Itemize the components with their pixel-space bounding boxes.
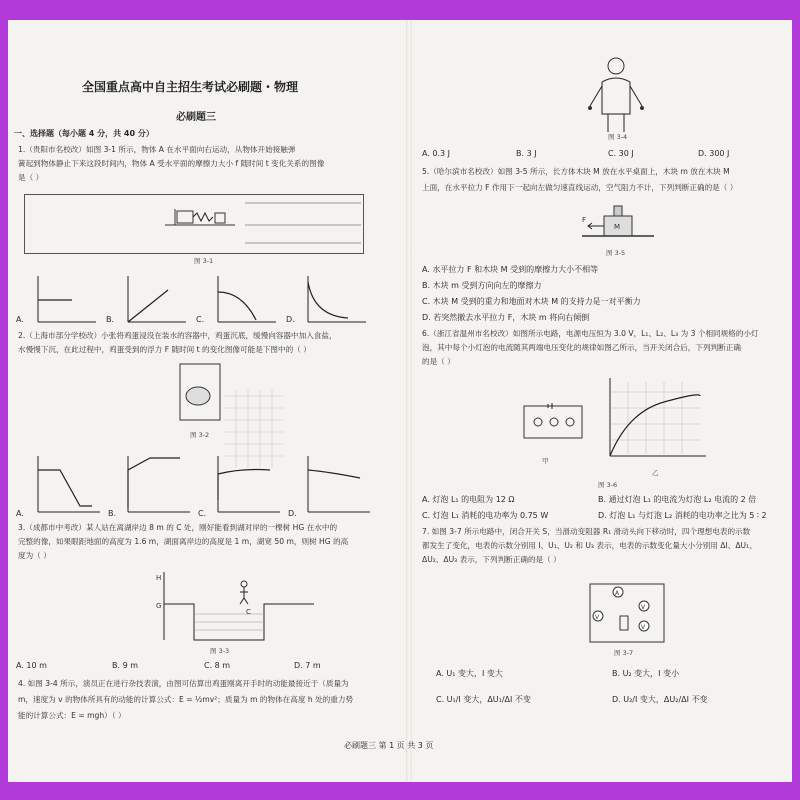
q4-line-2: m，速度为 v 的物体所具有的动能的计算公式：E = ½mv²；质量为 m 的物体在高度 h 处的重力势 bbox=[18, 695, 354, 704]
svg-text:A: A bbox=[615, 590, 620, 597]
section-heading: 一、选择题（每小题 4 分，共 40 分） bbox=[14, 129, 154, 138]
q1-option-d: D. bbox=[286, 315, 295, 324]
figure-3-5-caption: 图 3-5 bbox=[606, 249, 626, 257]
svg-text:V: V bbox=[595, 614, 600, 621]
q1-graph-c bbox=[218, 276, 276, 322]
q5-option-c: C. 木块 M 受到的重力和地面对木块 M 的支持力是一对平衡力 bbox=[422, 297, 641, 306]
q6-line-1: 6.（浙江省温州市名校改）如图所示电路，电源电压恒为 3.0 V，L₁、L₂、L₃ 为 3 个相同规格的小灯 bbox=[422, 329, 759, 338]
q7-line-3: ΔU₂、ΔU₃ 表示，下列判断正确的是（ ） bbox=[422, 555, 561, 564]
figure-3-4-juggler bbox=[586, 52, 646, 136]
page-footer: 必刷题三 第 1 页 共 3 页 bbox=[344, 741, 434, 750]
q7-option-d: D. U₂/I 变大，ΔU₂/ΔI 不变 bbox=[612, 695, 708, 704]
q4-option-b: B. 3 J bbox=[516, 149, 537, 158]
q6-option-a: A. 灯泡 L₁ 的电阻为 12 Ω bbox=[422, 495, 515, 504]
q1-line-2: 簧起到物体静止下来这段时间内，物体 A 受水平面的摩擦力大小 f 随时间 t 变化关系的图像 bbox=[18, 159, 325, 168]
svg-text:F: F bbox=[582, 216, 587, 224]
figure-3-6-circuit bbox=[518, 400, 588, 444]
q2-option-a: A. bbox=[16, 509, 24, 518]
q2-line-1: 2.（上海市部分学校改）小张将鸡蛋浸没在装水的容器中，鸡蛋沉底，缓慢向容器中加入食盐， bbox=[18, 331, 337, 340]
svg-text:H: H bbox=[156, 574, 162, 582]
figure-3-6-iu-graph bbox=[600, 372, 710, 462]
svg-text:V: V bbox=[641, 604, 646, 611]
q2-graph-d bbox=[308, 456, 370, 512]
figure-3-4-caption: 图 3-4 bbox=[608, 133, 628, 141]
q1-option-b: B. bbox=[106, 315, 115, 324]
svg-text:G: G bbox=[156, 602, 162, 610]
q2-option-b: B. bbox=[108, 509, 117, 518]
q7-option-a: A. U₁ 变大，I 变大 bbox=[436, 669, 503, 678]
q3-option-d: D. 7 m bbox=[294, 661, 321, 670]
page-title: 全国重点高中自主招生考试必刷题・物理 bbox=[82, 80, 299, 94]
q6-option-b: B. 通过灯泡 L₁ 的电流为灯泡 L₂ 电流的 2 倍 bbox=[598, 495, 757, 504]
q7-option-b: B. U₂ 变大，I 变小 bbox=[612, 669, 680, 678]
q5-option-b: B. 木块 m 受到方向向左的摩擦力 bbox=[422, 281, 542, 290]
svg-text:M: M bbox=[614, 223, 621, 231]
q7-line-1: 7. 如图 3-7 所示电路中，闭合开关 S，当滑动变阻器 R₁ 滑动头向下移动时，四个理想电表的示数 bbox=[422, 527, 751, 536]
q1-line-3: 是（ ） bbox=[18, 173, 44, 182]
q3-option-c: C. 8 m bbox=[204, 661, 231, 670]
q2-line-2: 水慢慢下沉，在此过程中，鸡蛋受到的浮力 F 随时间 t 的变化图像可能是下图中的（ ） bbox=[18, 345, 311, 354]
q7-option-c: C. U₁/I 变大，ΔU₁/ΔI 不变 bbox=[436, 695, 531, 704]
q2-graph-c bbox=[218, 456, 280, 512]
q4-line-3: 能的计算公式：E = mgh）（ ） bbox=[18, 711, 126, 720]
q1-graph-a bbox=[38, 276, 96, 322]
figure-3-2-caption: 图 3-2 bbox=[190, 431, 210, 439]
q6-option-c: C. 灯泡 L₁ 消耗的电功率为 0.75 W bbox=[422, 511, 549, 520]
figure-3-1-diagram bbox=[25, 195, 363, 253]
exam-paper bbox=[8, 20, 792, 782]
q2-option-graphs bbox=[30, 450, 380, 516]
svg-text:C: C bbox=[246, 608, 251, 616]
q4-line-1: 4. 如图 3-4 所示，演员正在进行杂技表演，由图可估算出鸡蛋刚离开手时的动能最接近于（质量为 bbox=[18, 679, 349, 688]
q4-option-c: C. 30 J bbox=[608, 149, 634, 158]
q1-graph-d bbox=[308, 276, 366, 322]
q6-line-3: 的是（ ） bbox=[422, 357, 455, 366]
q5-line-1: 5.（哈尔滨市名校改）如图 3-5 所示，长方体木块 M 放在水平桌面上，木块 m 放在木块 M bbox=[422, 167, 730, 176]
page-fold bbox=[406, 20, 412, 782]
q2-option-d: D. bbox=[288, 509, 297, 518]
figure-3-1-box bbox=[24, 194, 364, 254]
figure-3-5-blocks bbox=[578, 198, 658, 248]
q3-option-a: A. 10 m bbox=[16, 661, 47, 670]
q1-graph-b bbox=[128, 276, 186, 322]
q4-option-a: A. 0.3 J bbox=[422, 149, 451, 158]
figure-3-3-caption: 图 3-3 bbox=[210, 647, 230, 655]
q5-line-2: 上面，在水平拉力 F 作用下一起向左做匀速直线运动，空气阻力不计，下列判断正确的是（ ） bbox=[422, 183, 738, 192]
q6-option-d: D. 灯泡 L₁ 与灯泡 L₂ 消耗的电功率之比为 5 ∶ 2 bbox=[598, 511, 767, 520]
q7-line-2: 都发生了变化，电表的示数分别用 I、U₁、U₂ 和 U₃ 表示，电表的示数变化量大小分别用 ΔI、ΔU₁、 bbox=[422, 541, 757, 550]
q6-line-2: 泡，其中每个小灯泡的电流随其两端电压变化的规律如图乙所示，当开关闭合后，下列判断正确 bbox=[422, 343, 741, 352]
q3-line-2: 完整的像，如果眼距地面的高度为 1.6 m，湖面离岸边的高度是 1 m，湖宽 50 m，则树 HG 的高 bbox=[18, 537, 349, 546]
q5-option-d: D. 若突然撤去水平拉力 F，木块 m 将向右倾倒 bbox=[422, 313, 590, 322]
figure-3-6-label-b: 乙 bbox=[652, 469, 659, 477]
figure-3-6-label-a: 甲 bbox=[542, 457, 549, 465]
q3-line-3: 度为（ ） bbox=[18, 551, 51, 560]
figure-3-6-caption: 图 3-6 bbox=[598, 481, 618, 489]
figure-3-7-caption: 图 3-7 bbox=[614, 649, 634, 657]
figure-3-3-diagram bbox=[154, 568, 324, 648]
q1-line-1: 1.（贵阳市名校改）如图 3-1 所示，物体 A 在水平面向右运动，从物体开始接触弹 bbox=[18, 145, 296, 154]
q2-graph-b bbox=[128, 456, 190, 512]
q2-graph-a bbox=[38, 456, 100, 512]
q5-option-a: A. 水平拉力 F 和木块 M 受到的摩擦力大小不相等 bbox=[422, 265, 599, 274]
figure-3-7-circuit bbox=[582, 576, 672, 650]
q2-option-c: C. bbox=[198, 509, 207, 518]
q1-option-a: A. bbox=[16, 315, 24, 324]
figure-3-1-caption: 图 3-1 bbox=[194, 257, 214, 265]
page-subtitle: 必刷题三 bbox=[176, 112, 216, 123]
q3-line-1: 3.（成都市中考改）某人站在离湖岸边 8 m 的 C 处，刚好能看到湖对岸的一棵树 HG 在水中的 bbox=[18, 523, 338, 532]
q3-option-b: B. 9 m bbox=[112, 661, 138, 670]
svg-text:V: V bbox=[641, 624, 646, 631]
q1-option-c: C. bbox=[196, 315, 205, 324]
q4-option-d: D. 300 J bbox=[698, 149, 730, 158]
